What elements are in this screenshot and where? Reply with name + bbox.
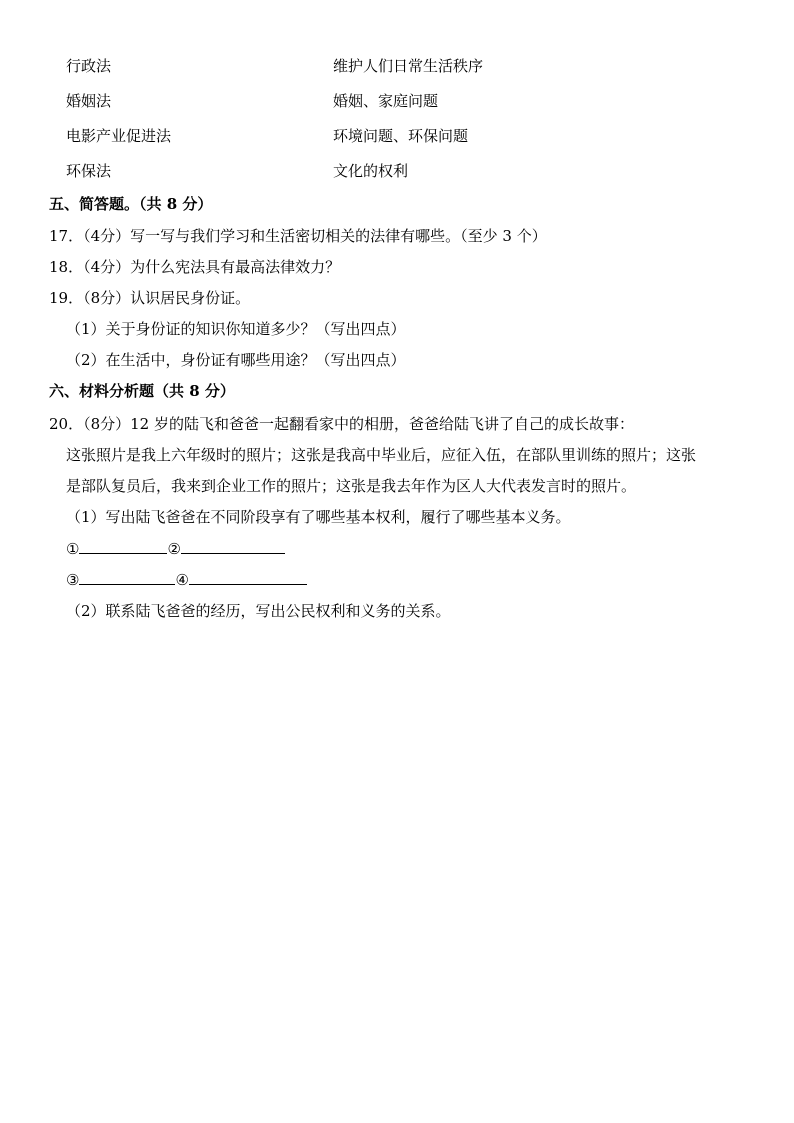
answer-line-1 <box>66 538 285 559</box>
answer-mark-3: ③ <box>66 571 80 589</box>
section5-heading: 五、简答题。（共 8 分） <box>49 195 213 213</box>
match-topic-1: 维护人们日常生活秩序 <box>333 57 484 75</box>
answer-mark-2: ② <box>167 540 181 558</box>
question-20-part-1: （1）写出陆飞爸爸在不同阶段享有了哪些基本权利，履行了哪些基本义务。 <box>66 508 571 526</box>
match-law-4: 环保法 <box>66 162 112 180</box>
match-topic-3: 环境问题、环保问题 <box>333 127 469 145</box>
match-law-1: 行政法 <box>66 57 112 75</box>
match-law-2: 婚姻法 <box>66 92 112 110</box>
section6-heading: 六、材料分析题（共 8 分） <box>49 382 235 400</box>
question-20-part-2: （2）联系陆飞爸爸的经历，写出公民权利和义务的关系。 <box>66 602 451 620</box>
question-19: 19．（8分）认识居民身份证。 <box>49 289 251 307</box>
question-19-part-1: （1）关于身份证的知识你知道多少？（写出四点） <box>66 320 406 338</box>
answer-blank-2[interactable] <box>181 538 285 554</box>
question-17: 17．（4分）写一写与我们学习和生活密切相关的法律有哪些。（至少 3 个） <box>49 227 547 245</box>
answer-blank-4[interactable] <box>189 569 307 585</box>
answer-mark-4: ④ <box>175 571 189 589</box>
match-topic-4: 文化的权利 <box>333 162 409 180</box>
answer-line-2 <box>66 569 307 590</box>
question-18: 18．（4分）为什么宪法具有最高法律效力？ <box>49 258 341 276</box>
story-line-1: 这张照片是我上六年级时的照片；这张是我高中毕业后，应征入伍，在部队里训练的照片；这张 <box>66 446 697 464</box>
match-law-3: 电影产业促进法 <box>66 127 172 145</box>
question-20: 20．（8分）12 岁的陆飞和爸爸一起翻看家中的相册，爸爸给陆飞讲了自己的成长故事： <box>49 415 634 433</box>
answer-blank-1[interactable] <box>79 538 167 554</box>
story-line-2: 是部队复员后，我来到企业工作的照片；这张是我去年作为区人大代表发言时的照片。 <box>66 477 637 495</box>
match-topic-2: 婚姻、家庭问题 <box>333 92 439 110</box>
answer-blank-3[interactable] <box>79 569 175 585</box>
question-19-part-2: （2）在生活中，身份证有哪些用途？（写出四点） <box>66 351 406 369</box>
answer-mark-1: ① <box>66 540 80 558</box>
